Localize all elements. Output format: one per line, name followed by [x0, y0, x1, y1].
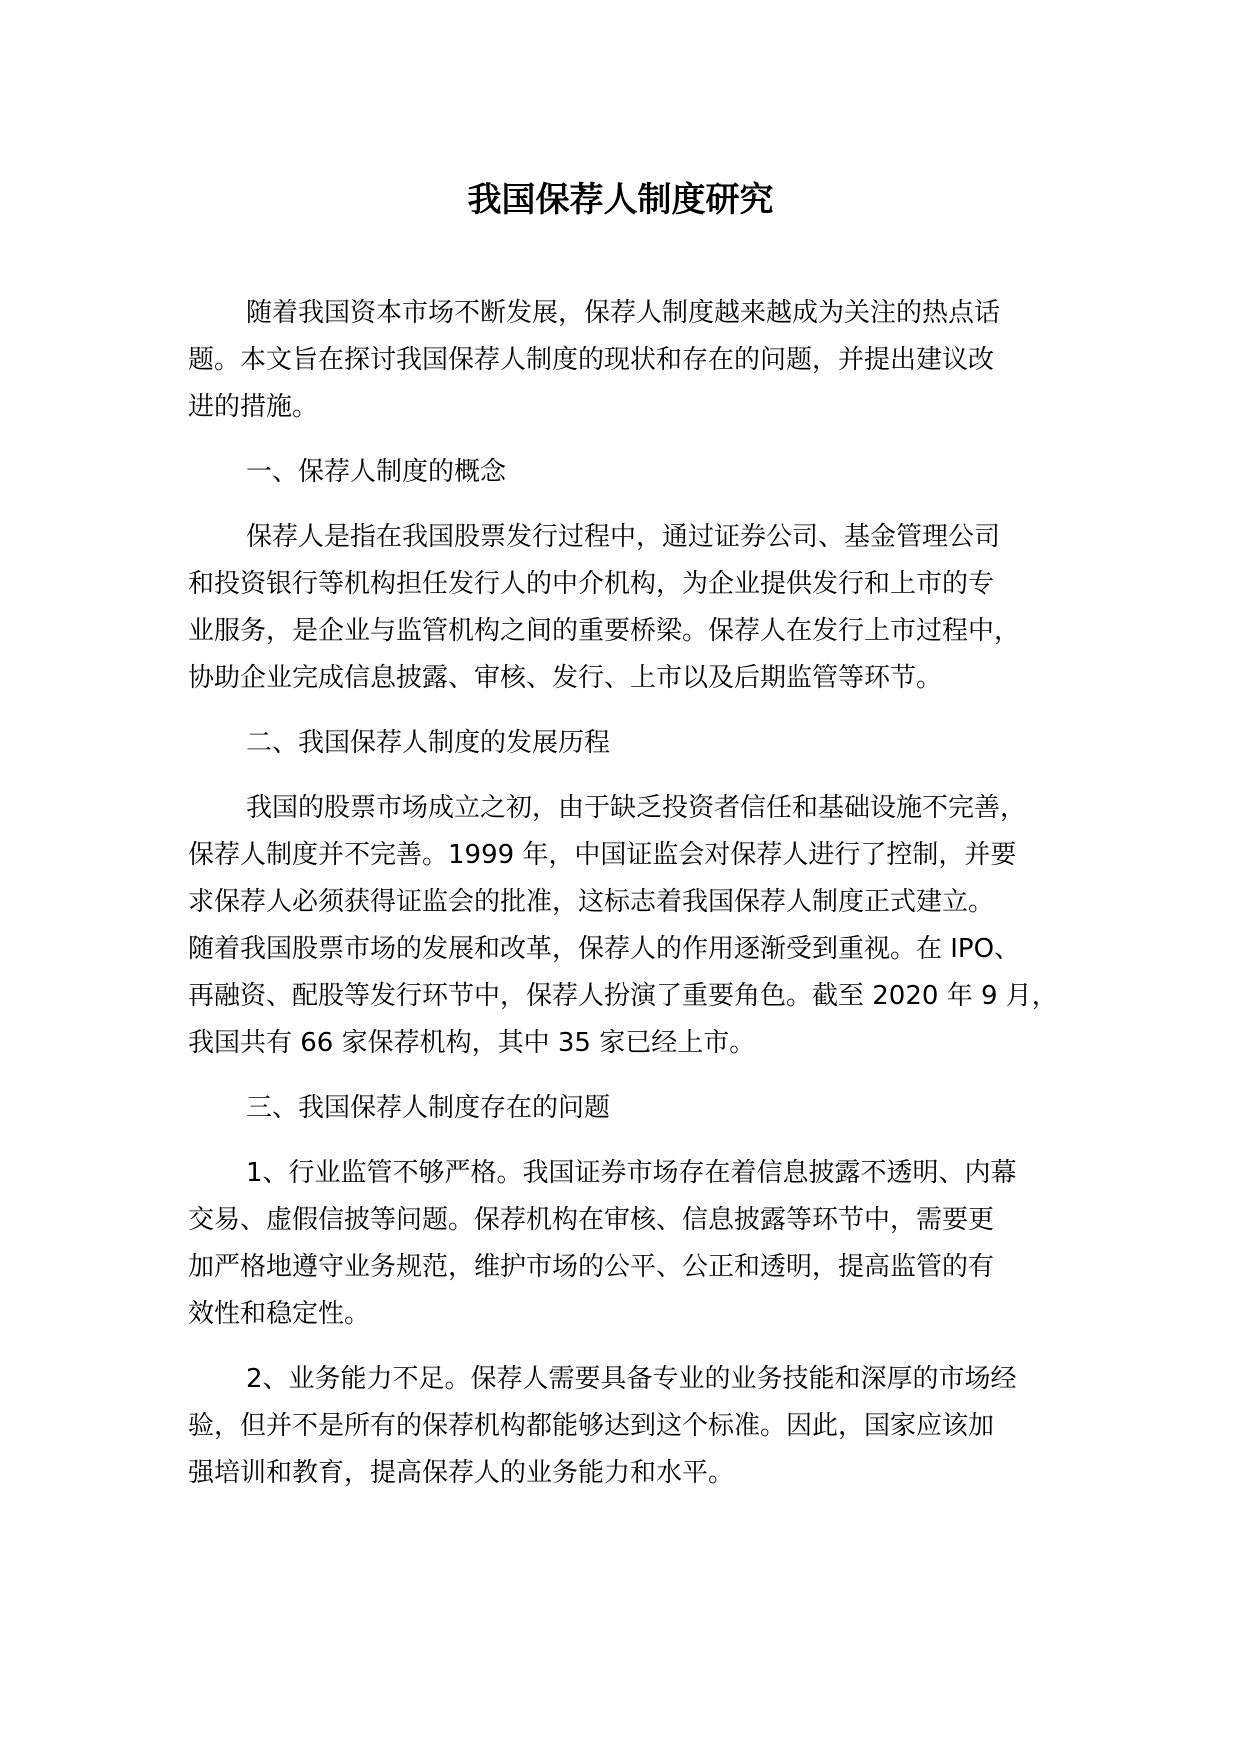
text-line: 求保荐人必须获得证监会的批准，这标志着我国保荐人制度正式建立。 [188, 887, 995, 917]
paragraph-section-1 [188, 514, 1088, 702]
paragraph-intro [188, 290, 1088, 431]
text-line: 保荐人是指在我国股票发行过程中，通过证券公司、基金管理公司 [246, 522, 1001, 552]
text-line: 协助企业完成信息披露、审核、发行、上市以及后期监管等环节。 [188, 663, 943, 693]
text-line: 我国的股票市场成立之初，由于缺乏投资者信任和基础设施不完善， [246, 793, 1027, 823]
text-line: 进的措施。 [188, 392, 319, 422]
paragraph-section-3-1 [188, 1150, 1088, 1338]
section-heading-3 [188, 1085, 1088, 1132]
text-line: 再融资、配股等发行环节中，保荐人扮演了重要角色。截至 2020 年 9 月， [188, 981, 1058, 1011]
heading-text: 一、保荐人制度的概念 [246, 457, 507, 487]
text-line: 随着我国资本市场不断发展，保荐人制度越来越成为关注的热点话 [246, 298, 1001, 328]
section-heading-2 [188, 720, 1088, 767]
text-line: 题。本文旨在探讨我国保荐人制度的现状和存在的问题，并提出建议改 [188, 345, 995, 375]
heading-text: 三、我国保荐人制度存在的问题 [246, 1093, 611, 1123]
text-line: 2、业务能力不足。保荐人需要具备专业的业务技能和深厚的市场经 [246, 1364, 1017, 1394]
document-body [188, 290, 1088, 1497]
text-line: 随着我国股票市场的发展和改革，保荐人的作用逐渐受到重视。在 IPO、 [188, 934, 1021, 964]
text-line: 1、行业监管不够严格。我国证券市场存在着信息披露不透明、内幕 [246, 1158, 1017, 1188]
text-line: 和投资银行等机构担任发行人的中介机构，为企业提供发行和上市的专 [188, 569, 995, 599]
text-line: 业服务，是企业与监管机构之间的重要桥梁。保荐人在发行上市过程中， [188, 616, 1021, 646]
heading-text: 二、我国保荐人制度的发展历程 [246, 728, 611, 758]
paragraph-section-2 [188, 785, 1088, 1067]
text-line: 验，但并不是所有的保荐机构都能够达到这个标准。因此，国家应该加 [188, 1411, 995, 1441]
section-heading-1 [188, 449, 1088, 496]
document-title: 我国保荐人制度研究 [467, 180, 774, 220]
paragraph-section-3-2 [188, 1356, 1088, 1497]
text-line: 我国共有 66 家保荐机构，其中 35 家已经上市。 [188, 1028, 756, 1058]
text-line: 加严格地遵守业务规范，维护市场的公平、公正和透明，提高监管的有 [188, 1252, 995, 1282]
text-line: 效性和稳定性。 [188, 1299, 371, 1329]
text-line: 强培训和教育，提高保荐人的业务能力和水平。 [188, 1458, 735, 1488]
text-line: 保荐人制度并不完善。1999 年，中国证监会对保荐人进行了控制，并要 [188, 840, 1017, 870]
text-line: 交易、虚假信披等问题。保荐机构在审核、信息披露等环节中，需要更 [188, 1205, 995, 1235]
